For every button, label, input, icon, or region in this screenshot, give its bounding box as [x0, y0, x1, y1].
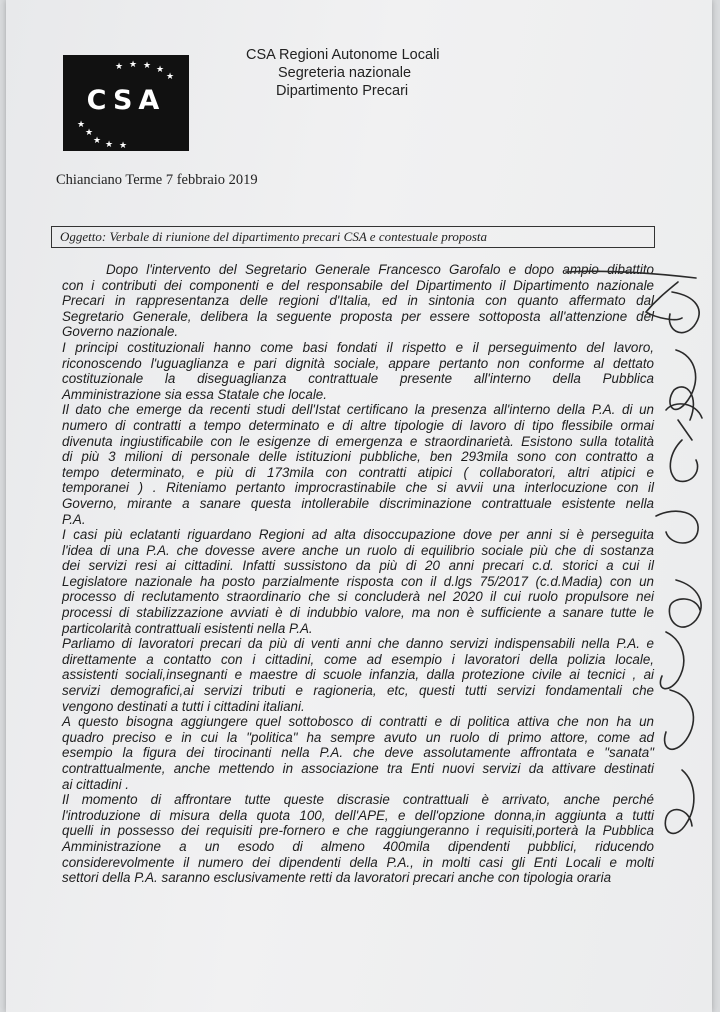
- org-division: Dipartimento Precari: [276, 83, 409, 99]
- csa-logo: [63, 55, 189, 151]
- body-line: esempio la figura dei tirocinanti nella P.A. che deve assolutamente affrontata e "sanata": [62, 745, 654, 761]
- svg-text:★: ★: [119, 140, 128, 150]
- body-line: l'introduzione di misura della quota 100, dell'APE, e dell'opzione donna,in aggiunta a tutti: [62, 807, 654, 823]
- svg-text:★: ★: [105, 139, 114, 149]
- svg-text:★: ★: [85, 127, 94, 137]
- svg-text:★: ★: [166, 71, 175, 81]
- body-line: considerevolmente il numero dei dipendenti della P.A., in molti casi gli Enti Locali e molti: [62, 854, 654, 870]
- body-line: numero di contratti a tempo determinato e di altre tipologie di lavoro di tipo flessibile ormai: [62, 417, 654, 433]
- body-line: ai cittadini .: [62, 776, 129, 792]
- body-line: settori della P.A. saranno esclusivamente retti da lavoratori precari anche con tipologia oraria: [62, 870, 612, 886]
- svg-text:★: ★: [115, 61, 124, 71]
- body-line: l'idea di una P.A. che dovesse avere anche un ruolo di equilibrio sociale più che di sostanza: [62, 542, 654, 558]
- body-line: Dopo l'intervento del Segretario Generale Francesco Garofalo e dopo ampio dibattito: [106, 262, 654, 277]
- body-line: temporanei ) . Riteniamo pertanto improcrastinabile che si avvii una interlocuzione con il: [62, 480, 654, 496]
- body-line: I principi costituzionali hanno come basi fondati il rispetto e il perseguimento del lavoro,: [62, 339, 654, 355]
- body-line: Parliamo di lavoratori precari da più di venti anni che danno servizi indispensabili nella P.A. e: [62, 636, 654, 652]
- svg-text:★: ★: [143, 60, 152, 70]
- document-page: [6, 0, 712, 1012]
- svg-text:★: ★: [129, 59, 138, 69]
- body-line: assistenti sociali,insegnanti e maestre di scuole infanzia, dalla protezione civile ai tecnici , ai: [62, 667, 654, 683]
- body-line: Governo nazionale.: [62, 324, 179, 340]
- body-line: con i contributi dei componenti e del responsabile del Dipartimento il Dipartimento nazionale: [62, 277, 654, 293]
- body-line: I casi più eclatanti riguardano Regioni ad alta disoccupazione dove per anni si è perseguita: [62, 527, 654, 543]
- body-line: Il dato che emerge da recenti studi dell'Istat certificano la presenza all'interno della P.A. di un: [62, 402, 654, 418]
- body-line: contrattualmente, anche mettendo in associazione tra Enti nuovi servizi da attivare destinati: [62, 761, 654, 776]
- body-line: dei servizi resi ai cittadini. Infatti sussistono da più di 20 anni precari c.d. storici a cui il: [62, 558, 654, 574]
- body-line: P.A.: [62, 511, 86, 527]
- org-department: Segreteria nazionale: [278, 65, 412, 81]
- body-line: riconoscendo l'uguaglianza e pari dignità sociale, appare pertanto non conforme al dettato: [62, 355, 654, 371]
- body-line: Legislatore nazionale ha posto parzialmente risposta con il d.lgs 75/2017 (c.d.Madia) con un: [62, 573, 654, 589]
- organization-header: [246, 46, 439, 100]
- body-line: servizi demografici,ai servizi tributi e ragioneria, etc, questi tutti servizi fondamentali che: [62, 683, 654, 699]
- body-line: Amministrazione sia essa Statale che locale.: [62, 386, 327, 402]
- svg-text:★: ★: [93, 135, 102, 145]
- svg-text:★: ★: [77, 119, 86, 129]
- body-line: vengono destinati a tutti i cittadini italiani.: [62, 698, 305, 714]
- svg-text:★: ★: [156, 64, 165, 74]
- logo-text: CSA: [86, 85, 166, 116]
- body-line: particolarità contrattuali esistenti nella P.A.: [62, 620, 313, 636]
- body-line: quadro preciso e in cui la "politica" ha sempre avuto un ruolo di primo attore, come ad: [62, 729, 654, 745]
- body-line: di più 3 milioni di personale delle istituzioni pubbliche, ben 293mila sono con contratto a: [62, 449, 654, 465]
- body-line: A questo bisogna aggiungere quel sottobosco di contratti e di politica attiva che non ha un: [62, 714, 654, 730]
- body-line: costituzionale la diseguaglianza contrattuale presente all'interno della Pubblica: [62, 371, 654, 387]
- body-line: Precari in rappresentanza delle regioni d'Italia, ed in sintonia con quanto affermato dal: [62, 293, 654, 309]
- body-line: Governo, mirante a sanare questa intollerabile discriminazione contrattuale esistente nella: [62, 495, 654, 511]
- body-line: divenuta ingiustificabile con le esigenze di emergenza e straordinarietà. Esistono sulla totalità: [62, 433, 654, 449]
- letter-body: [62, 262, 654, 886]
- body-line: Segretario Generale, delibera la seguente proposta per essere sottoposta all'attenzione del: [62, 308, 654, 324]
- body-line: processi di stabilizzazione avviati è di indubbio valore, ma non è sufficiente a sanare tutte le: [62, 605, 654, 621]
- body-line: quelli in possesso dei requisiti pre-fornero e che raggiungeranno i requisiti,porterà la Pubblica: [62, 823, 654, 839]
- org-name: CSA Regioni Autonome Locali: [246, 47, 440, 63]
- body-line: direttamente a contatto con i cittadini, come ad esempio i lavoratori della polizia locale,: [62, 651, 654, 667]
- subject-box: Oggetto: Verbale di riunione del dipartimento precari CSA e contestuale proposta: [51, 226, 655, 248]
- body-line: Amministrazione a un esodo di almeno 400mila dipendenti pubblici, riducendo: [62, 838, 654, 854]
- body-line: tempo determinato, e più di 173mila con contratti atipici ( collaboratori, altri atipici e: [62, 464, 654, 480]
- body-line: Il momento di affrontare tutte queste discrasie contrattuali è arrivato, anche perché: [62, 792, 654, 808]
- place-date: Chianciano Terme 7 febbraio 2019: [56, 172, 258, 188]
- body-line: processo di reclutamento straordinario che si concluderà nel 2020 il cui ruolo propulsore nei: [62, 589, 654, 605]
